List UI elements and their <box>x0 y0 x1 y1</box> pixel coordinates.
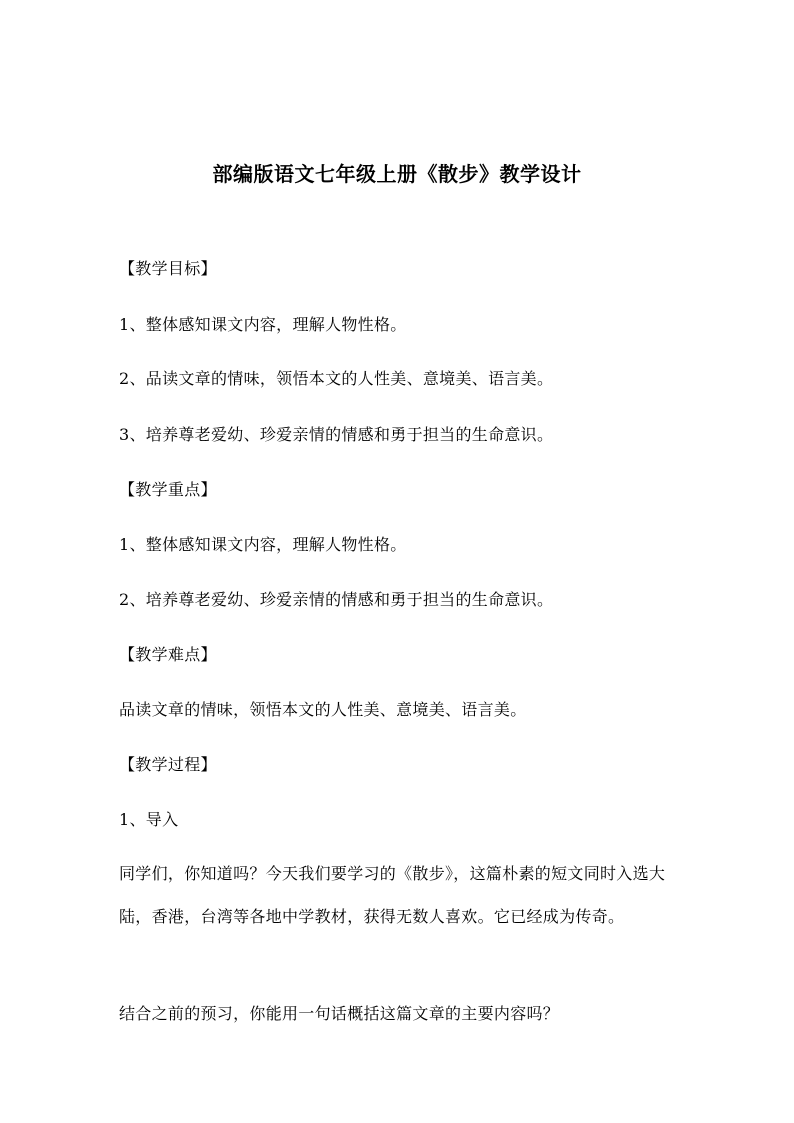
section-heading-goals: 【教学目标】 <box>119 259 217 278</box>
section-heading-process: 【教学过程】 <box>119 755 217 774</box>
key-point-item-1: 1、整体感知课文内容，理解人物性格。 <box>119 535 407 554</box>
key-point-item-2: 2、培养尊老爱幼、珍爱亲情的情感和勇于担当的生命意识。 <box>119 590 554 609</box>
document-title: 部编版语文七年级上册《散步》教学设计 <box>212 162 582 186</box>
difficulty-text: 品读文章的情味，领悟本文的人性美、意境美、语言美。 <box>119 700 527 719</box>
section-heading-difficulties: 【教学难点】 <box>119 645 217 664</box>
intro-paragraph: 同学们，你知道吗？今天我们要学习的《散步》，这篇朴素的短文同时入选大陆，香港，台湾等各地中学教材，获得无数人喜欢。它已经成为传奇。 <box>119 864 666 926</box>
process-step-intro: 1、导入 <box>119 810 179 829</box>
goal-item-1: 1、整体感知课文内容，理解人物性格。 <box>119 315 407 334</box>
section-heading-key-points: 【教学重点】 <box>119 480 217 499</box>
goal-item-2: 2、品读文章的情味，领悟本文的人性美、意境美、语言美。 <box>119 369 554 388</box>
goal-item-3: 3、培养尊老爱幼、珍爱亲情的情感和勇于担当的生命意识。 <box>119 425 554 444</box>
question-text: 结合之前的预习，你能用一句话概括这篇文章的主要内容吗？ <box>119 1004 560 1023</box>
